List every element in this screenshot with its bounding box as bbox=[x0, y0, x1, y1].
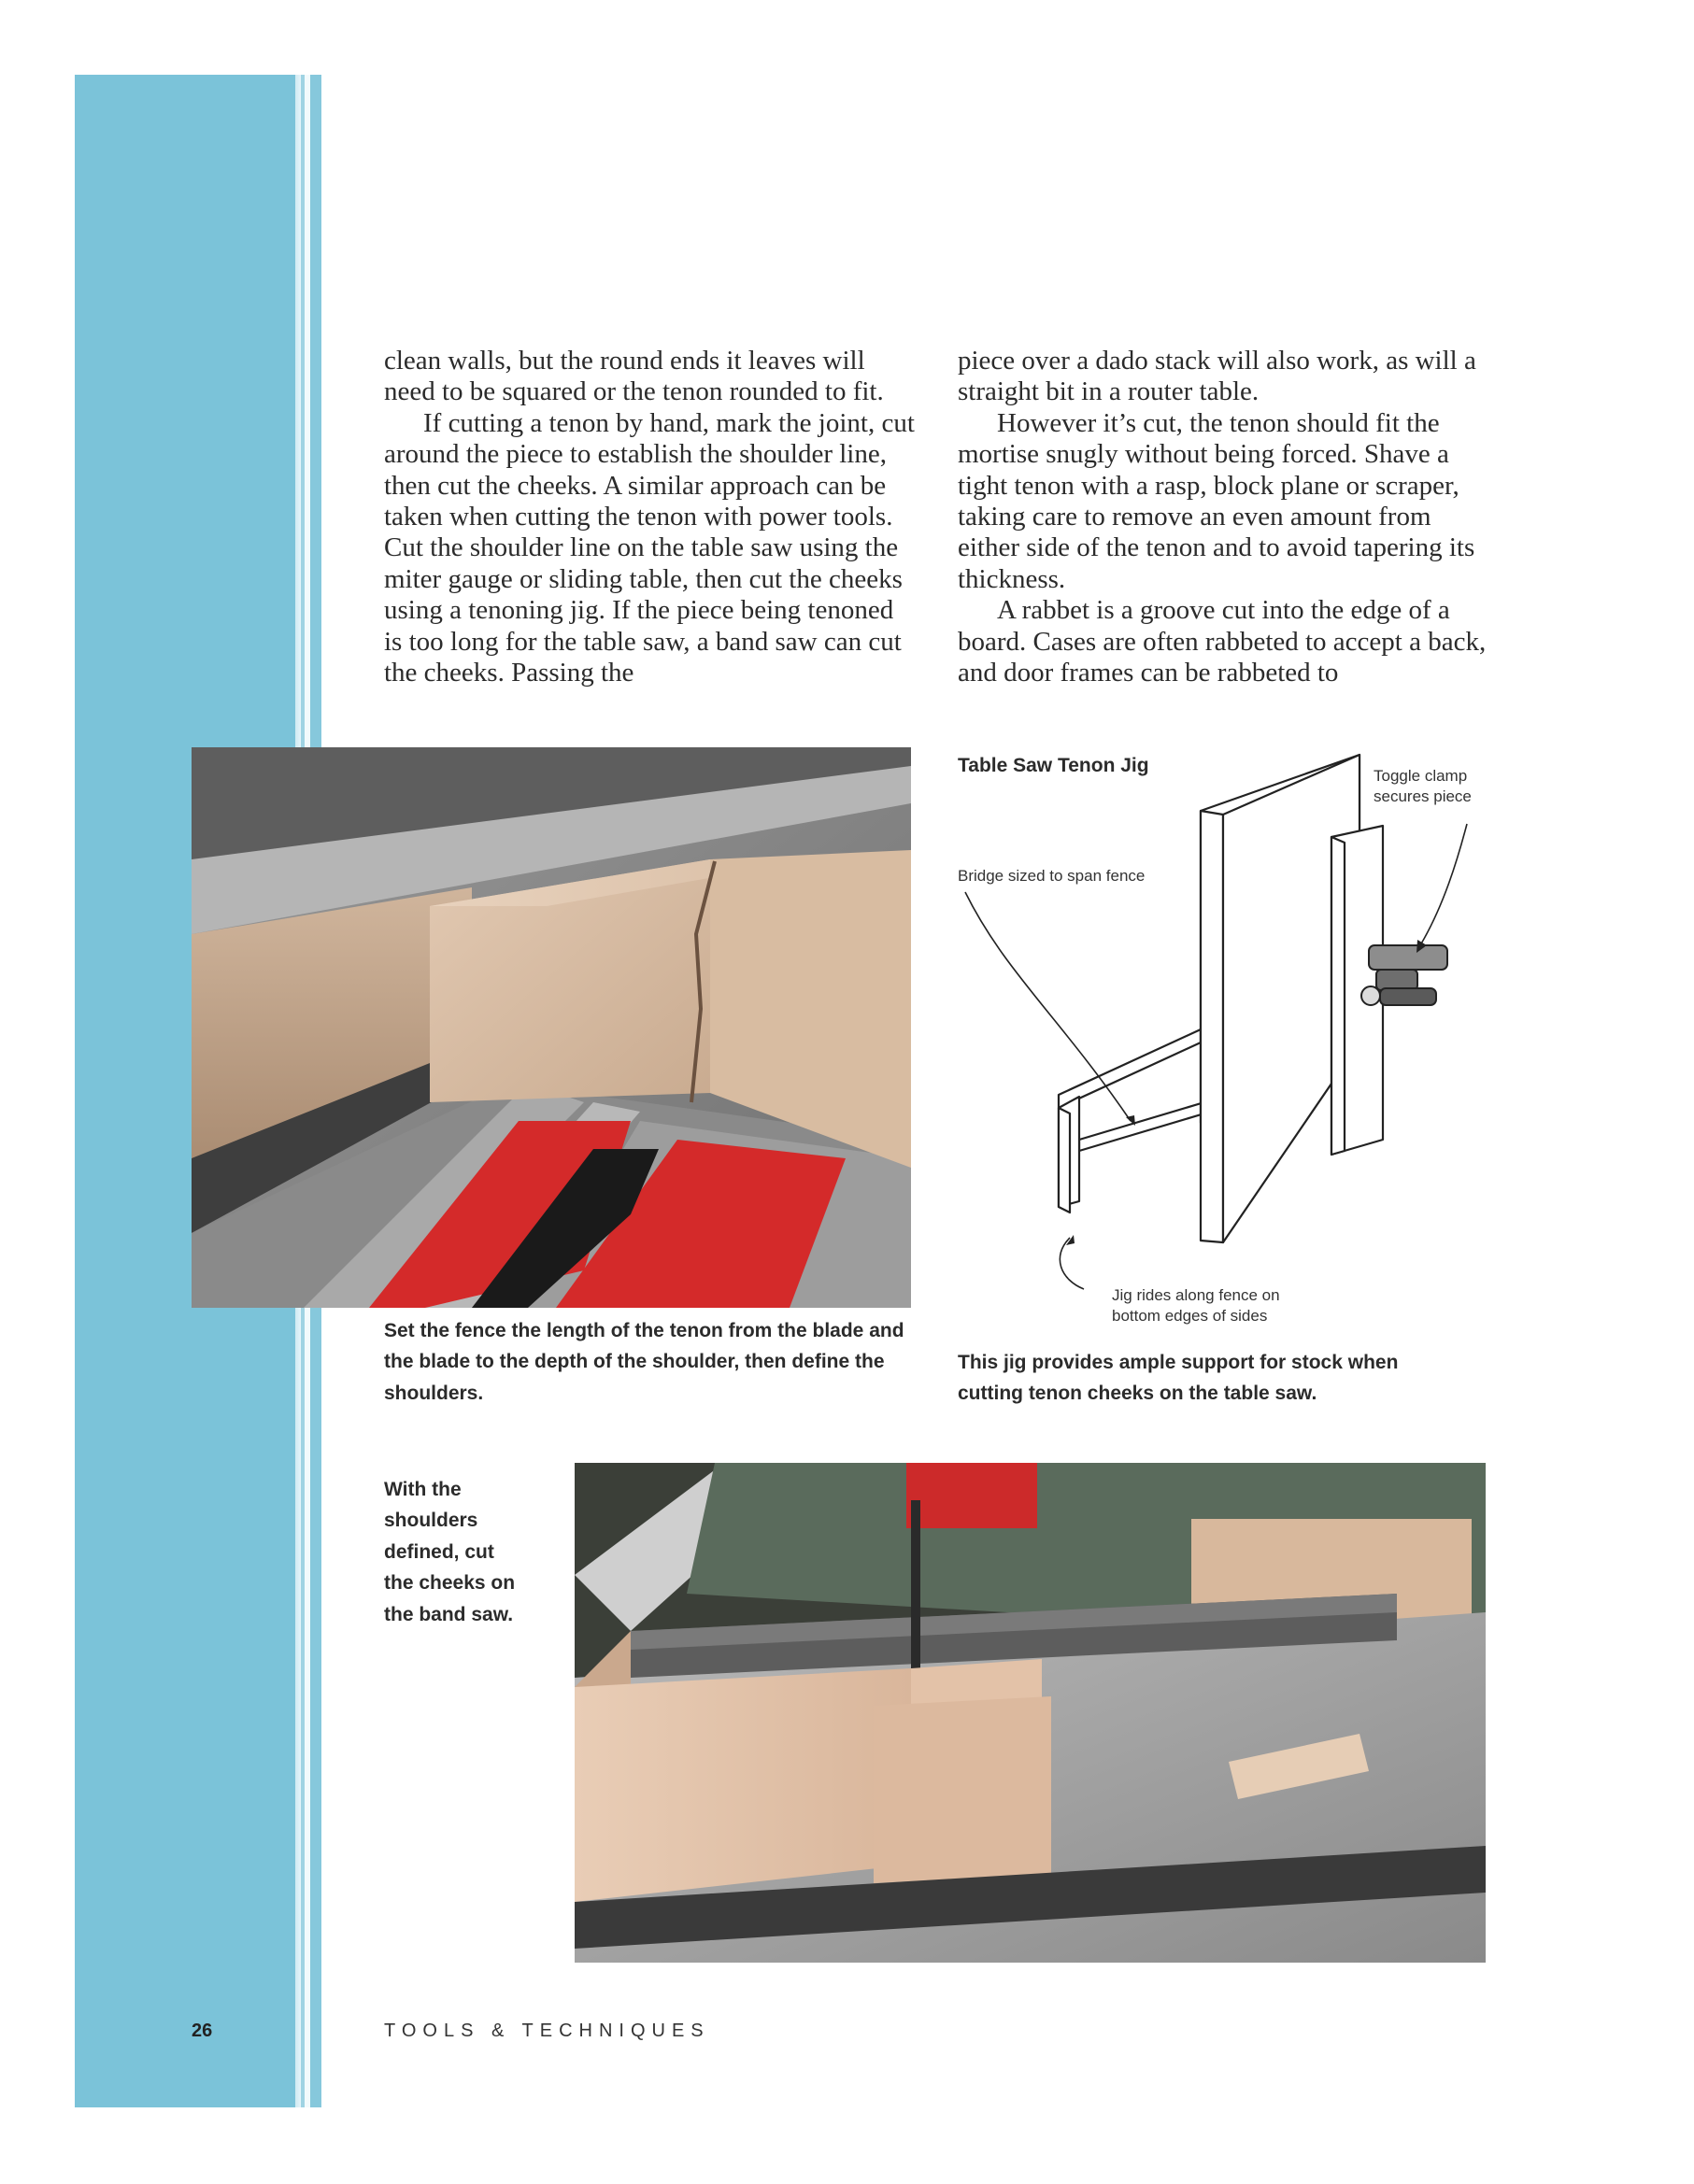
page-number: 26 bbox=[192, 2021, 213, 2041]
band-saw-photo bbox=[575, 1463, 1486, 1963]
jig-diagram-title: Table Saw Tenon Jig bbox=[958, 755, 1149, 776]
body-paragraph: A rabbet is a groove cut into the edge of a board. Cases are often rabbeted to accept a back, and door frames can be rabbeted to bbox=[958, 595, 1487, 688]
body-column-right bbox=[958, 346, 1490, 688]
jig-diagram bbox=[958, 747, 1518, 1308]
body-paragraph: piece over a dado stack will also work, as will a straight bit in a router table. bbox=[958, 346, 1476, 407]
table-saw-photo-caption: Set the fence the length of the tenon from the blade and the blade to the depth of the shoulder, then define the shoulders. bbox=[384, 1320, 904, 1404]
caption-line: With the bbox=[384, 1479, 462, 1500]
callout-bridge: Bridge sized to span fence bbox=[958, 867, 1146, 885]
body-paragraph: clean walls, but the round ends it leaves will need to be squared or the tenon rounded to fit. bbox=[384, 346, 884, 407]
callout-line: bottom edges of sides bbox=[1112, 1307, 1268, 1325]
table-saw-photo bbox=[192, 747, 911, 1308]
callout-rides bbox=[1112, 1285, 1280, 1326]
body-paragraph: However it’s cut, the tenon should fit the mortise snugly without being forced. Shave a tight tenon with a rasp, block plane or scraper, taking care to remove an even amount from either side of the tenon and to avoid tapering its thickness. bbox=[958, 407, 1475, 594]
body-paragraph: If cutting a tenon by hand, mark the joint, cut around the piece to establish the shoulder line, then cut the cheeks. A similar approach can be taken when cutting the tenon with power tools. Cut the shoulder line on the table saw using the miter gauge or sliding table, then cut the cheeks using a tenoning jig. If the piece being tenoned is too long for the table saw, a band saw can cut the cheeks. Passing the bbox=[384, 407, 915, 688]
caption-line: the band saw. bbox=[384, 1603, 514, 1625]
jig-diagram-caption: This jig provides ample support for stock when cutting tenon cheeks on the table saw. bbox=[958, 1352, 1399, 1405]
band-saw-photo-caption bbox=[384, 1474, 552, 1630]
running-footer: TOOLS & TECHNIQUES bbox=[384, 2021, 710, 2041]
callout-toggle-clamp bbox=[1374, 766, 1472, 807]
caption-line: shoulders bbox=[384, 1510, 478, 1532]
callout-line: Jig rides along fence on bbox=[1112, 1286, 1280, 1304]
caption-line: defined, cut bbox=[384, 1540, 494, 1563]
body-column-left bbox=[384, 346, 917, 688]
callout-line: secures piece bbox=[1374, 787, 1472, 805]
callout-line: Toggle clamp bbox=[1374, 767, 1468, 785]
caption-line: the cheeks on bbox=[384, 1572, 516, 1595]
